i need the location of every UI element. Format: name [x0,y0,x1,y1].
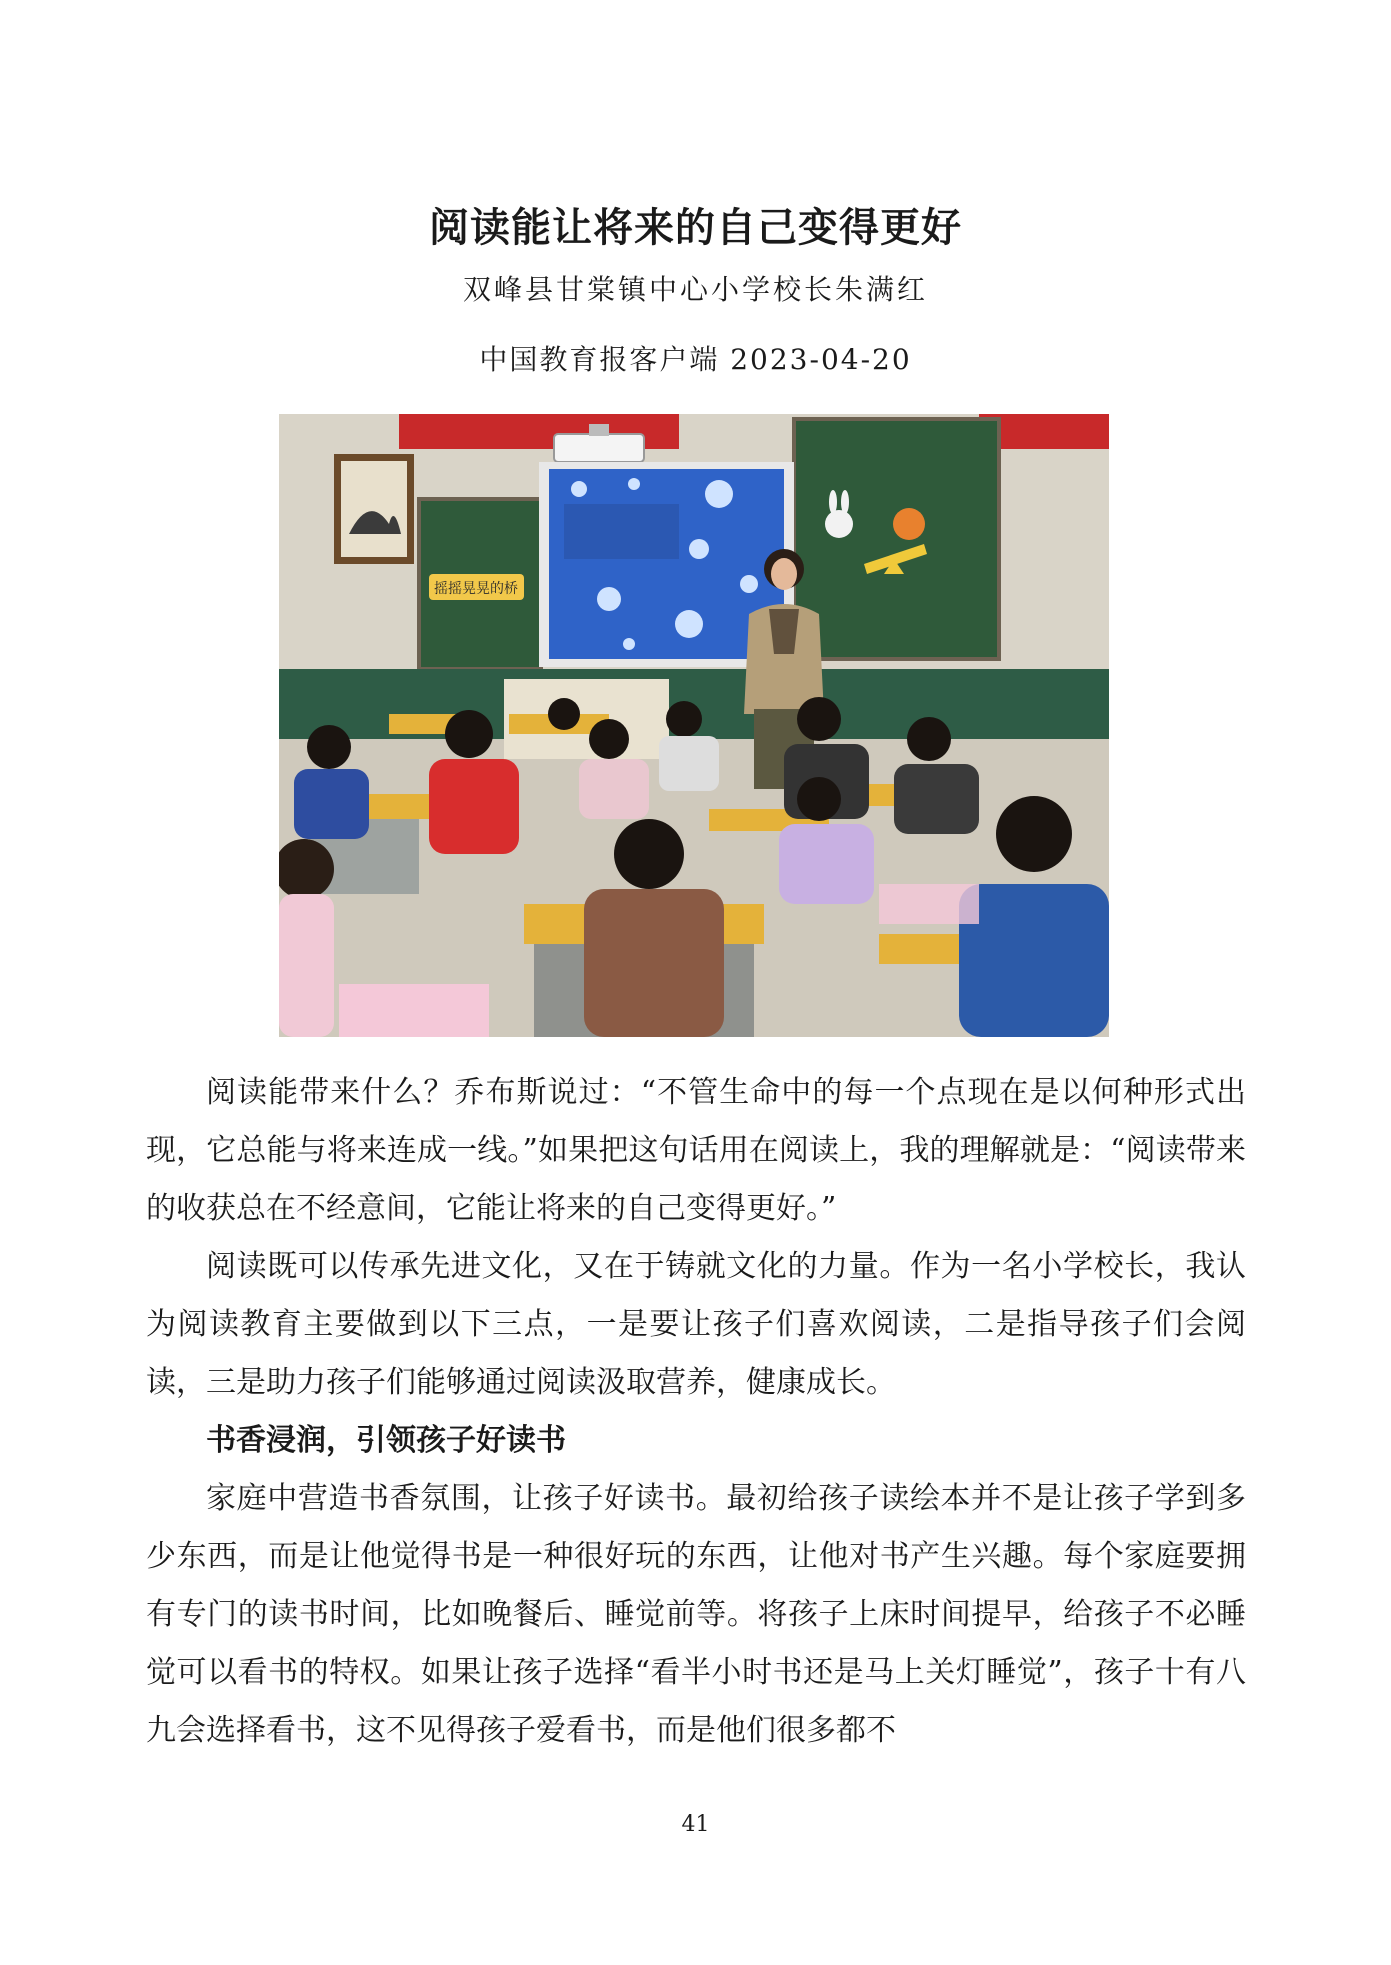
article-title: 阅读能让将来的自己变得更好 [429,205,962,251]
section-heading: 书香浸润，引领孩子好读书 [206,1423,566,1458]
paragraph: 家庭中营造书香氛围，让孩子好读书。最初给孩子读绘本并不是让孩子学到多少东西，而是让他觉得书是一种很好玩的东西，让他对书产生兴趣。每个家庭要拥有专门的读书时间，比如晚餐后、睡觉前等。将孩子上床时间提早，给孩子不必睡觉可以看书的特权。如果让孩子选择“看半小时书还是马上关灯睡觉”，孩子十有八九会选择看书，这不见得孩子爱看书，而是他们很多都不 [146,1481,1246,1748]
paragraph: 阅读能带来什么？乔布斯说过：“不管生命中的每一个点现在是以何种形式出现，它总能与将来连成一线。”如果把这句话用在阅读上，我的理解就是：“阅读带来的收获总在不经意间，它能让将来的自己变得更好。” [146,1075,1246,1226]
article-author: 双峰县甘棠镇中心小学校长朱满红 [462,273,928,306]
paragraph: 阅读既可以传承先进文化，又在于铸就文化的力量。作为一名小学校长，我认为阅读教育主要做到以下三点，一是要让孩子们喜欢阅读，二是指导孩子们会阅读，三是助力孩子们能够通过阅读汲取营养，健康成长。 [146,1249,1246,1400]
page-number: 41 [681,1812,710,1837]
article-body [146,1064,1246,1760]
article-source: 中国教育报客户端 2023-04-20 [479,343,912,376]
board-sign-text: 摇摇晃晃的桥 [434,581,518,597]
classroom-photo [279,414,1109,1037]
